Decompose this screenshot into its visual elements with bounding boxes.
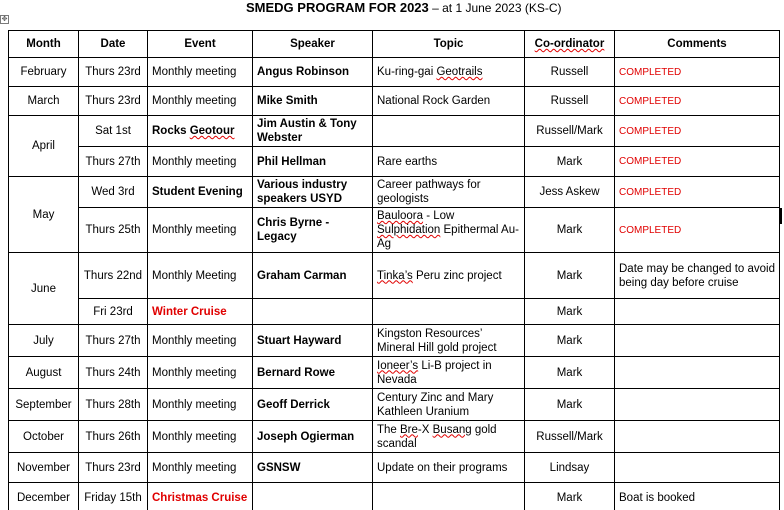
event-cell: Monthly meeting	[148, 208, 253, 253]
coordinator-cell: Mark	[525, 389, 615, 421]
month-cell: April	[9, 116, 79, 177]
topic-cell	[373, 483, 525, 510]
title-main: SMEDG PROGRAM FOR 2023	[246, 0, 429, 15]
status-completed: COMPLETED	[619, 224, 682, 236]
comment-cell	[615, 357, 780, 389]
topic-text: Bre	[400, 423, 418, 436]
table-row	[9, 421, 780, 453]
topic-text: - Low	[423, 210, 455, 222]
table-row	[9, 253, 780, 299]
event-cell: Monthly meeting	[148, 421, 253, 453]
table-row	[9, 116, 780, 147]
date-cell: Thurs 23rd	[79, 58, 148, 87]
header-comments: Comments	[615, 31, 780, 58]
event-cell: Christmas Cruise	[148, 483, 253, 510]
topic-cell	[373, 253, 525, 299]
comment-cell	[615, 453, 780, 483]
status-completed: COMPLETED	[619, 156, 682, 167]
document-title	[246, 0, 562, 16]
comment-cell	[615, 177, 780, 208]
speaker-cell: Joseph Ogierman	[253, 421, 373, 453]
table-row	[9, 453, 780, 483]
topic-cell: National Rock Garden	[373, 87, 525, 116]
title-subtitle: – at 1 June 2023 (KS-C)	[428, 1, 562, 15]
topic-cell	[373, 421, 525, 453]
event-cell: Monthly meeting	[148, 87, 253, 116]
topic-text: Bauloora	[377, 210, 424, 222]
coordinator-cell: Russell	[525, 87, 615, 116]
coordinator-cell: Mark	[525, 299, 615, 325]
topic-text: Tinka’s	[377, 269, 413, 282]
event-text: Rocks	[152, 125, 190, 137]
table-row	[9, 87, 780, 116]
coordinator-cell: Mark	[525, 357, 615, 389]
topic-text: gold scandal	[377, 423, 497, 450]
month-cell: May	[9, 177, 79, 253]
topic-cell: Update on their programs	[373, 453, 525, 483]
month-cell: July	[9, 325, 79, 357]
header-coordinator-label: Co-ordinator	[534, 38, 605, 50]
month-cell: November	[9, 453, 79, 483]
comment-cell	[615, 299, 780, 325]
event-text: Geotour	[189, 125, 235, 137]
topic-cell: Century Zinc and Mary Kathleen Uranium	[373, 389, 525, 421]
event-cell: Monthly meeting	[148, 325, 253, 357]
coordinator-cell: Lindsay	[525, 453, 615, 483]
table-row	[9, 483, 780, 510]
event-cell: Winter Cruise	[148, 299, 253, 325]
topic-text: Li-B project in Nevada	[377, 359, 492, 386]
topic-text: Ku-ring-gai	[377, 66, 437, 78]
table-row	[9, 147, 780, 177]
date-cell: Thurs 23rd	[79, 453, 148, 483]
event-cell: Monthly meeting	[148, 453, 253, 483]
topic-text: Busang	[432, 423, 472, 436]
header-row	[9, 31, 780, 58]
table-move-handle-icon[interactable]: ✥	[1, 15, 8, 23]
month-cell: September	[9, 389, 79, 421]
table-row	[9, 177, 780, 208]
month-cell: March	[9, 87, 79, 116]
topic-cell: Rare earths	[373, 147, 525, 177]
comment-cell	[615, 58, 780, 87]
month-cell: October	[9, 421, 79, 453]
comment-cell	[615, 116, 780, 147]
topic-text: Sulphidation	[377, 224, 441, 236]
event-cell: Monthly meeting	[148, 147, 253, 177]
comment-cell: Date may be changed to avoid being day before cruise	[615, 253, 780, 299]
speaker-cell: Graham Carman	[253, 253, 373, 299]
date-cell: Thurs 22nd	[79, 253, 148, 299]
event-cell: Student Evening	[148, 177, 253, 208]
table-row	[9, 299, 780, 325]
topic-text: Peru zinc project	[412, 269, 502, 282]
comment-cell	[615, 208, 780, 253]
topic-text: -X	[417, 423, 433, 436]
topic-cell	[373, 208, 525, 253]
event-cell	[148, 116, 253, 147]
date-cell: Sat 1st	[79, 116, 148, 147]
topic-cell	[373, 116, 525, 147]
date-cell: Thurs 25th	[79, 208, 148, 253]
coordinator-cell: Russell/Mark	[525, 421, 615, 453]
month-cell: December	[9, 483, 79, 510]
date-cell: Thurs 27th	[79, 147, 148, 177]
coordinator-cell: Russell/Mark	[525, 116, 615, 147]
month-cell: June	[9, 253, 79, 325]
table-row	[9, 357, 780, 389]
speaker-cell: Mike Smith	[253, 87, 373, 116]
status-completed: COMPLETED	[619, 125, 682, 137]
table-row	[9, 389, 780, 421]
date-cell: Wed 3rd	[79, 177, 148, 208]
header-event: Event	[148, 31, 253, 58]
comment-cell	[615, 421, 780, 453]
event-cell: Monthly meeting	[148, 357, 253, 389]
header-date: Date	[79, 31, 148, 58]
speaker-cell: Phil Hellman	[253, 147, 373, 177]
speaker-cell: GSNSW	[253, 453, 373, 483]
date-cell: Friday 15th	[79, 483, 148, 510]
topic-cell: Career pathways for geologists	[373, 177, 525, 208]
topic-cell	[373, 299, 525, 325]
coordinator-cell: Mark	[525, 147, 615, 177]
table-row	[9, 208, 780, 253]
header-topic: Topic	[373, 31, 525, 58]
comment-cell	[615, 147, 780, 177]
event-cell: Monthly meeting	[148, 389, 253, 421]
speaker-cell: Chris Byrne - Legacy	[253, 208, 373, 253]
text-cursor	[780, 208, 782, 224]
month-cell: August	[9, 357, 79, 389]
table-row	[9, 325, 780, 357]
status-completed: COMPLETED	[619, 66, 682, 78]
topic-cell	[373, 58, 525, 87]
speaker-cell: Stuart Hayward	[253, 325, 373, 357]
program-table	[8, 30, 780, 510]
speaker-cell: Geoff Derrick	[253, 389, 373, 421]
coordinator-cell: Mark	[525, 325, 615, 357]
comment-cell: Boat is booked	[615, 483, 780, 510]
topic-cell	[373, 357, 525, 389]
topic-text: Geotrails	[436, 66, 483, 78]
event-cell: Monthly Meeting	[148, 253, 253, 299]
coordinator-cell: Russell	[525, 58, 615, 87]
date-cell: Thurs 24th	[79, 357, 148, 389]
topic-text: Ioneer’s	[377, 359, 419, 372]
comment-cell	[615, 325, 780, 357]
speaker-cell: Angus Robinson	[253, 58, 373, 87]
status-completed: COMPLETED	[619, 186, 682, 198]
header-coordinator	[525, 31, 615, 58]
table-row	[9, 58, 780, 87]
speaker-cell: Various industry speakers USYD	[253, 177, 373, 208]
coordinator-cell: Jess Askew	[525, 177, 615, 208]
date-cell: Thurs 27th	[79, 325, 148, 357]
coordinator-cell: Mark	[525, 208, 615, 253]
date-cell: Thurs 23rd	[79, 87, 148, 116]
coordinator-cell: Mark	[525, 483, 615, 510]
month-cell: February	[9, 58, 79, 87]
speaker-cell	[253, 483, 373, 510]
date-cell: Fri 23rd	[79, 299, 148, 325]
status-completed: COMPLETED	[619, 95, 682, 107]
speaker-cell	[253, 299, 373, 325]
comment-cell	[615, 87, 780, 116]
date-cell: Thurs 26th	[79, 421, 148, 453]
event-cell: Monthly meeting	[148, 58, 253, 87]
topic-text: Epithermal Au-Ag	[377, 224, 519, 250]
topic-cell: Kingston Resources’ Mineral Hill gold project	[373, 325, 525, 357]
date-cell: Thurs 28th	[79, 389, 148, 421]
topic-text: The	[377, 423, 401, 436]
comment-cell	[615, 389, 780, 421]
coordinator-cell: Mark	[525, 253, 615, 299]
header-speaker: Speaker	[253, 31, 373, 58]
speaker-cell: Bernard Rowe	[253, 357, 373, 389]
header-month: Month	[9, 31, 79, 58]
speaker-cell: Jim Austin & Tony Webster	[253, 116, 373, 147]
